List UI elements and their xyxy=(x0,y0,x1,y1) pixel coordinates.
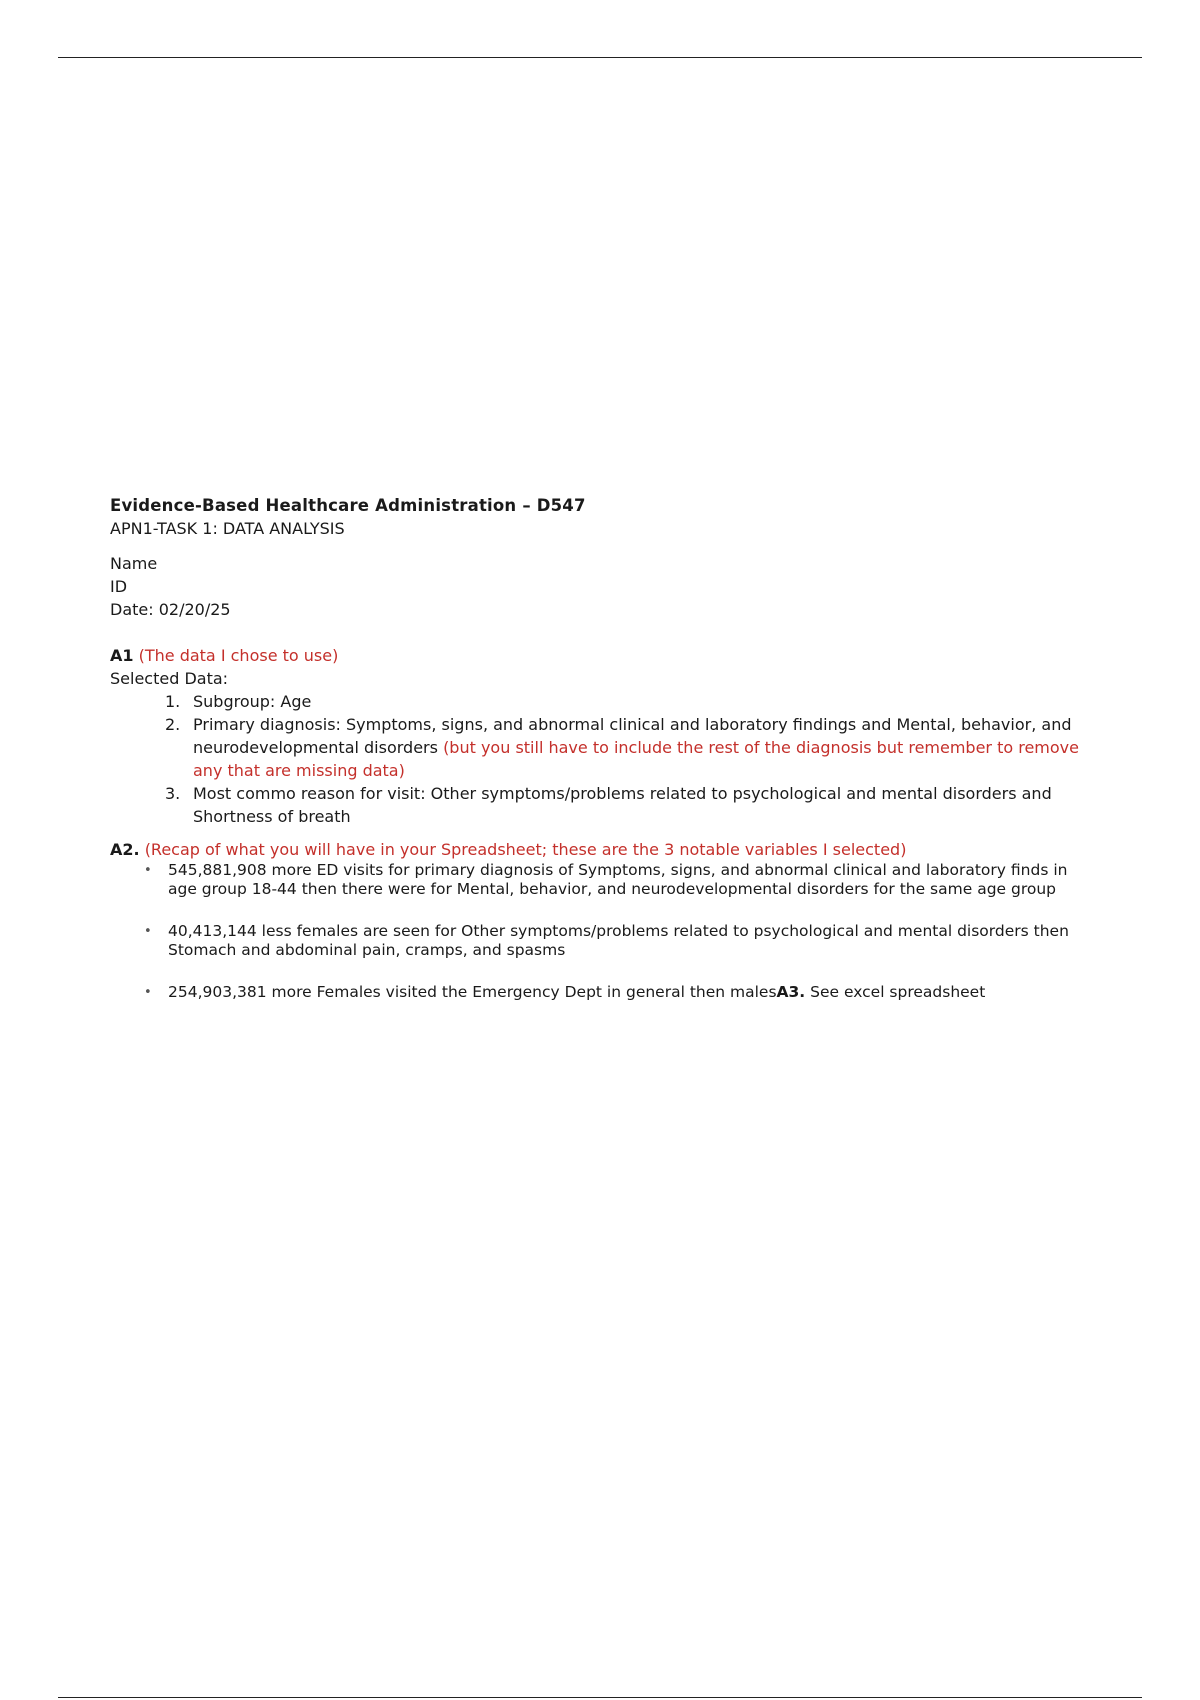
a1-intro: Selected Data: xyxy=(110,669,229,688)
a3-label: A3. xyxy=(776,983,806,1001)
list-item-number: 3. xyxy=(165,784,181,803)
finding-text: 254,903,381 more Females visited the Emergency Dept in general then males xyxy=(168,983,777,1001)
a2-heading xyxy=(110,838,1090,861)
bullet-icon: • xyxy=(144,863,152,878)
list-item-text: Primary diagnosis: Symptoms, signs, and abnormal clinical and laboratory findings and Mental, behavior, and neurodevelopmental disorders xyxy=(193,715,1072,757)
finding-item xyxy=(144,983,1090,1002)
document-title: Evidence-Based Healthcare Administration – D547 xyxy=(110,496,586,515)
list-item-number: 2. xyxy=(165,715,181,734)
a1-heading xyxy=(110,644,1090,667)
finding-item xyxy=(144,861,1090,899)
document-subtitle: APN1-TASK 1: DATA ANALYSIS xyxy=(110,519,345,538)
list-item xyxy=(165,690,1090,713)
bottom-rule xyxy=(58,1697,1142,1698)
list-item-note: (but you still have to include the rest of the diagnosis but remember to remove any that are missing data) xyxy=(193,738,1079,780)
a1-label: A1 xyxy=(110,646,134,665)
student-meta xyxy=(110,552,1090,621)
date-line: Date: 02/20/25 xyxy=(110,600,231,619)
selected-data-list xyxy=(110,690,1090,828)
bullet-icon: • xyxy=(144,985,152,1000)
a1-note: (The data I chose to use) xyxy=(138,646,339,665)
findings-list xyxy=(110,861,1090,1002)
list-item xyxy=(165,713,1090,782)
document-body xyxy=(110,494,1090,1025)
a2-note: (Recap of what you will have in your Spreadsheet; these are the 3 notable variables I selected) xyxy=(144,840,907,859)
a3-text: See excel spreadsheet xyxy=(805,983,986,1001)
list-item xyxy=(165,782,1090,828)
bullet-icon: • xyxy=(144,924,152,939)
a2-label: A2. xyxy=(110,840,140,859)
id-label: ID xyxy=(110,577,128,596)
finding-item xyxy=(144,922,1090,960)
finding-text: 545,881,908 more ED visits for primary diagnosis of Symptoms, signs, and abnormal clinical and laboratory finds in age group 18-44 then there were for Mental, behavior, and neurodevelopmental disorders for the same age group xyxy=(168,861,1068,898)
list-item-text: Most commo reason for visit: Other symptoms/problems related to psychological and mental disorders and Shortness of breath xyxy=(193,784,1052,826)
finding-text: 40,413,144 less females are seen for Other symptoms/problems related to psychological and mental disorders then Stomach and abdominal pain, cramps, and spasms xyxy=(168,922,1069,959)
list-item-text: Subgroup: Age xyxy=(193,692,312,711)
list-item-number: 1. xyxy=(165,692,181,711)
name-label: Name xyxy=(110,554,158,573)
top-rule xyxy=(58,57,1142,58)
